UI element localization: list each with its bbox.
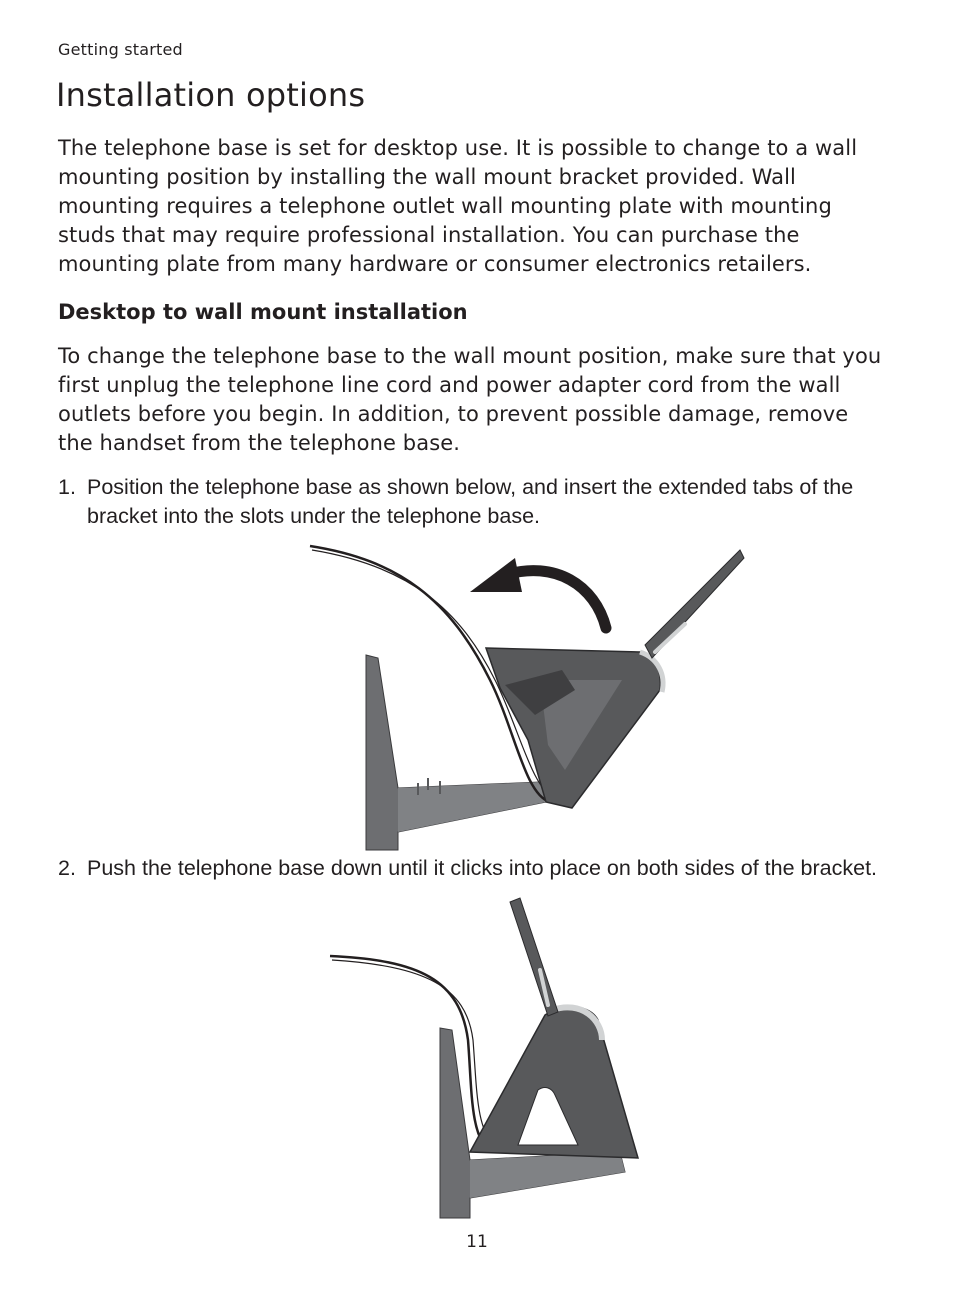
page-number: 11 (466, 1232, 488, 1252)
step-1-text: Position the telephone base as shown below, and insert the extended tabs of the bracket into the slots under the telephone base. (87, 475, 854, 528)
bracket-locked-illustration (320, 890, 660, 1220)
intro-paragraph: The telephone base is set for desktop use. It is possible to change to a wall mounting position by installing the wall mount bracket provided. Wall mounting requires a telephone outlet wall mounting plate with mounting studs that may require professional installation. You can purchase the mounting plate from many hardware or consumer electronics retailers. (58, 136, 858, 276)
section-label: Getting started (58, 40, 183, 59)
step-2-number: 2. (58, 856, 76, 880)
rotation-arrow (470, 558, 606, 628)
step-2-text: Push the telephone base down until it clicks into place on both sides of the bracket. (87, 856, 878, 880)
page-title: Installation options (56, 76, 366, 114)
step-2 (58, 854, 888, 883)
section-subheading: Desktop to wall mount installation (58, 300, 468, 324)
telephone-base (470, 898, 638, 1158)
step-1 (58, 473, 888, 531)
instructions-paragraph: To change the telephone base to the wall mount position, make sure that you first unplug the telephone line cord and power adapter cord from the wall outlets before you begin. In addition, to prevent possible damage, remove the handset from the telephone base. (58, 344, 882, 455)
step-1-number: 1. (58, 475, 76, 499)
bracket-insertion-illustration (300, 540, 760, 855)
line-cords (330, 956, 496, 1152)
